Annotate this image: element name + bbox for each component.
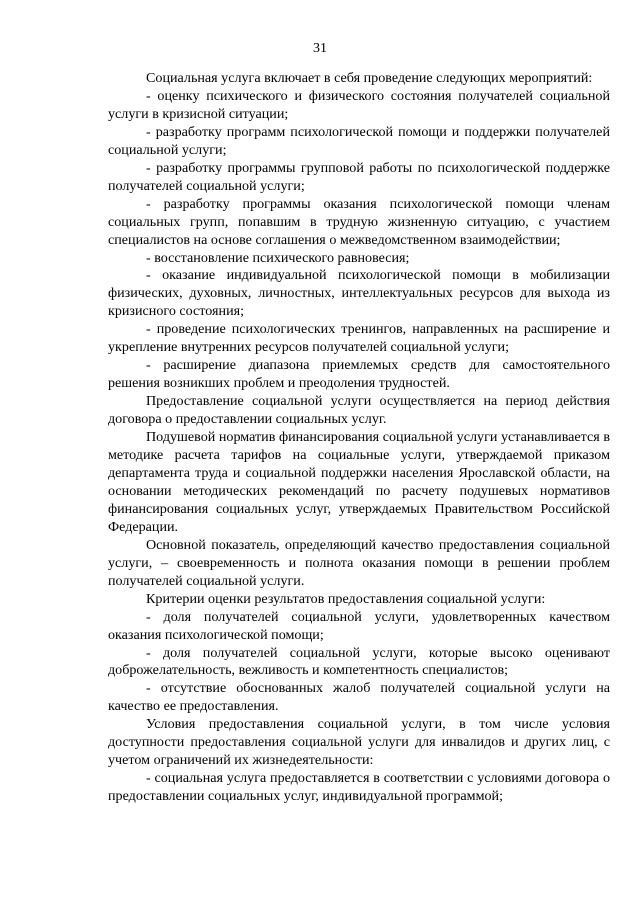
list-item: - проведение психологических тренингов, направленных на расширение и укрепление внутренних ресурсов получателей социальной услуги; (108, 321, 610, 356)
list-item: - социальная услуга предоставляется в соответствии с условиями договора о предоставлении социальных услуг, индивидуальной программой; (108, 770, 610, 805)
paragraph-criteria-heading: Критерии оценки результатов предоставления социальной услуги: (146, 590, 546, 607)
paragraph-conditions: Условия предоставления социальной услуги, в том числе условия доступности предоставления социальной услуги для инвалидов и других лиц, с учетом ограничений их жизнедеятельности: (108, 716, 610, 769)
list-item: - оценку психического и физического состояния получателей социальной услуги в кризисной ситуации; (108, 87, 610, 122)
list-item: - разработку программы оказания психологической помощи членам социальных групп, попавшим в трудную жизненную ситуацию, с участием специалистов на основе соглашения о межведомственном взаимодействии; (108, 195, 610, 248)
list-item: - расширение диапазона приемлемых средств для самостоятельного решения возникших проблем и преодоления трудностей. (108, 357, 610, 392)
list-item: - отсутствие обоснованных жалоб получателей социальной услуги на качество ее предоставления. (108, 680, 610, 715)
page-number: 31 (313, 41, 327, 56)
list-item: - доля получателей социальной услуги, удовлетворенных качеством оказания психологической помощи; (108, 608, 610, 643)
list-item: - разработку программ психологической помощи и поддержки получателей социальной услуги; (108, 123, 610, 158)
list-item: - восстановление психического равновесия; (146, 249, 410, 266)
list-item: - доля получателей социальной услуги, которые высоко оценивают доброжелательность, вежливость и компетентность специалистов; (108, 644, 610, 679)
paragraph-normative: Подушевой норматив финансирования социальной услуги устанавливается в методике расчета тарифов на социальные услуги, утверждаемой приказом департамента труда и социальной поддержки населения Ярославской области, на основании методических рекомендаций по расчету подушевых нормативов финансирования социальных услуг, утверждаемых Правительством Российской Федерации. (108, 429, 610, 535)
paragraph-period: Предоставление социальной услуги осуществляется на период действия договора о предоставлении социальных услуг. (108, 393, 610, 428)
paragraph-main-indicator: Основной показатель, определяющий качество предоставления социальной услуги, – своевременность и полнота оказания помощи в решении проблем получателей социальной услуги. (108, 536, 610, 589)
paragraph-intro: Социальная услуга включает в себя проведение следующих мероприятий: (146, 70, 593, 86)
document-body (108, 70, 610, 806)
list-item: - оказание индивидуальной психологической помощи в мобилизации физических, духовных, личностных, интеллектуальных ресурсов для выхода из кризисного состояния; (108, 267, 610, 320)
list-item: - разработку программы групповой работы по психологической поддержке получателей социальной услуги; (108, 159, 610, 194)
